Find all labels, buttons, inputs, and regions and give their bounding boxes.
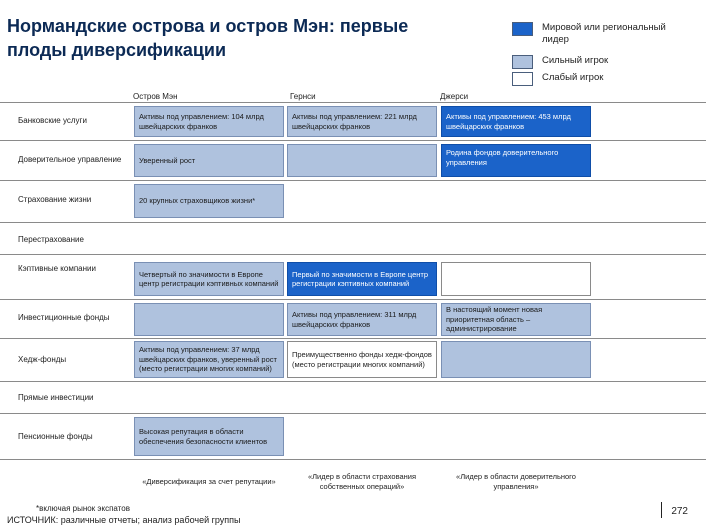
divider — [0, 254, 706, 255]
legend-label: Слабый игрок — [542, 72, 604, 83]
cell-hedge-funds-guernsey: Преимущественно фонды хедж-фондов (место регистрации многих компаний) — [287, 341, 437, 378]
row-label-investment-funds: Инвестиционные фонды — [18, 313, 110, 322]
legend-label: Мировой или региональный лидер — [542, 22, 666, 45]
divider — [0, 299, 706, 300]
row-label-life-insurance: Страхование жизни — [18, 195, 92, 204]
cell-captives-isle-of-man: Четвертый по значимости в Европе центр регистрации кэптивных компаний — [134, 262, 284, 296]
row-label-pension-funds: Пенсионные фонды — [18, 432, 93, 441]
divider — [0, 222, 706, 223]
footnote: *включая рынок экспатов — [36, 504, 130, 513]
column-note-guernsey: «Лидер в области страхования собственных операций» — [307, 472, 417, 491]
cell-life-insurance-isle-of-man: 20 крупных страховщиков жизни* — [134, 184, 284, 218]
divider — [0, 459, 706, 460]
divider — [0, 180, 706, 181]
legend-label: Сильный игрок — [542, 55, 609, 66]
cell-captives-jersey — [441, 262, 591, 296]
row-label-banking: Банковские услуги — [18, 116, 87, 125]
cell-investment-funds-isle-of-man — [134, 303, 284, 336]
row-label-private-equity: Прямые инвестиции — [18, 393, 94, 402]
cell-hedge-funds-isle-of-man: Активы под управлением: 37 млрд швейцарских франков, уверенный рост (место регистрации многих компаний) — [134, 341, 284, 378]
source-note: ИСТОЧНИК: различные отчеты; анализ рабочей группы — [7, 515, 241, 525]
divider — [0, 140, 706, 141]
cell-investment-funds-jersey: В настоящий момент новая приоритетная область – администрирование — [441, 303, 591, 336]
cell-trust-guernsey — [287, 144, 437, 177]
page-title: Нормандские острова и остров Мэн: первые плоды диверсификации — [7, 16, 409, 60]
divider — [0, 413, 706, 414]
column-header-isle-of-man: Остров Мэн — [133, 92, 178, 101]
legend-swatch-weak — [512, 72, 533, 86]
column-note-jersey: «Лидер в области доверительного управления» — [456, 472, 576, 491]
legend-swatch-leader — [512, 22, 533, 36]
cell-pension-funds-isle-of-man: Высокая репутация в области обеспечения безопасности клиентов — [134, 417, 284, 456]
page-number: 272 — [671, 506, 688, 517]
cell-trust-jersey: Родина фондов доверительного управления — [441, 144, 591, 177]
divider — [0, 338, 706, 339]
cell-banking-isle-of-man: Активы под управлением: 104 млрд швейцарских франков — [134, 106, 284, 137]
cell-hedge-funds-jersey — [441, 341, 591, 378]
column-note-isle-of-man: «Диверсификация за счет репутации» — [142, 477, 276, 486]
divider — [0, 102, 706, 103]
cell-captives-guernsey: Первый по значимости в Европе центр регистрации кэптивных компаний — [287, 262, 437, 296]
column-header-jersey: Джерси — [440, 92, 469, 101]
column-header-guernsey: Гернси — [290, 92, 316, 101]
divider — [661, 502, 662, 518]
legend-swatch-strong — [512, 55, 533, 69]
row-label-captives: Кэптивные компании — [18, 264, 96, 273]
cell-trust-isle-of-man: Уверенный рост — [134, 144, 284, 177]
row-label-trust: Доверительное управление — [18, 155, 122, 164]
divider — [0, 381, 706, 382]
cell-investment-funds-guernsey: Активы под управлением: 311 млрд швейцарских франков — [287, 303, 437, 336]
row-label-hedge-funds: Хедж-фонды — [18, 355, 67, 364]
row-label-reinsurance: Перестрахование — [18, 235, 84, 244]
cell-banking-guernsey: Активы под управлением: 221 млрд швейцарских франков — [287, 106, 437, 137]
cell-banking-jersey: Активы под управлением: 453 млрд швейцарских франков — [441, 106, 591, 137]
